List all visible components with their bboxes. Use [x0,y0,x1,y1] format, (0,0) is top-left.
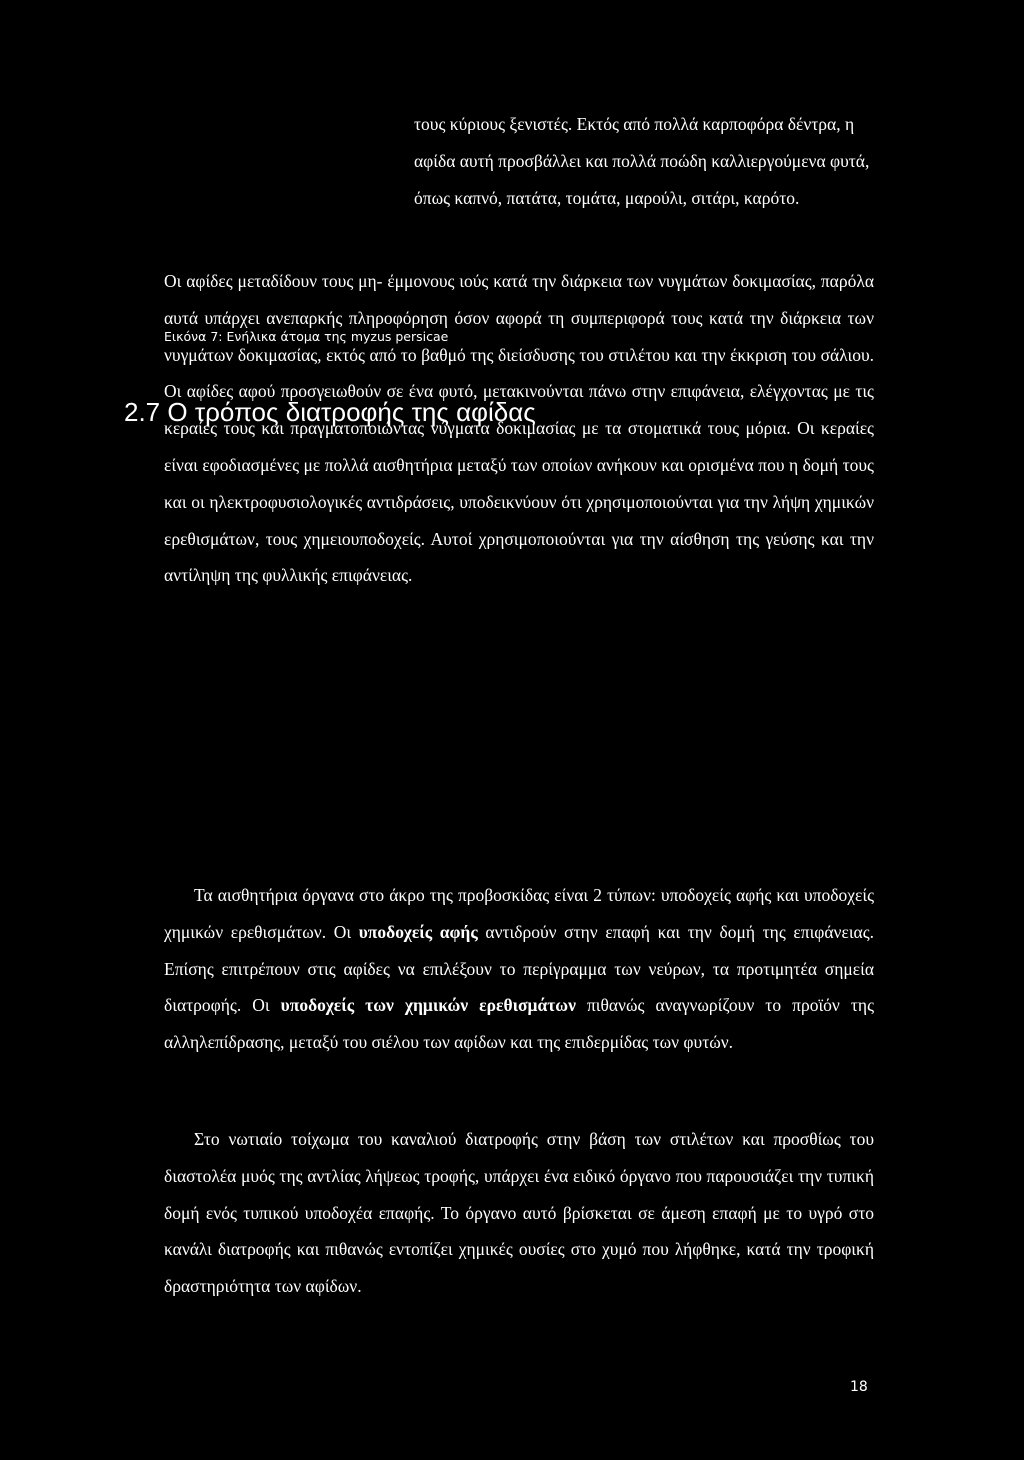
paragraph-contact-receptor: Στο νωτιαίο τοίχωμα του καναλιού διατροφής στην βάση των στιλέτων και προσθίως του διαστολέα μυός της αντλίας λήψεως τροφής, υπάρχει ένα ειδικό όργανο που παρουσιάζει την τυπική δομή ενός τυπικού υποδοχέα επαφής. Το όργανο αυτό βρίσκεται σε άμεση επαφή με το υγρό στο κανάλι διατροφής και πιθανώς εντοπίζει χημικές ουσίες στο χυμό που λήφθηκε, κατά την τροφική δραστηριότητα των αφίδων. [164,1129,874,1297]
figure-caption: Εικόνα 7: Ενήλικα άτομα της myzus persicae [164,329,449,344]
page-number: 18 [850,1379,868,1395]
paragraph-text: πιθανώς αναγνωρίζουν το προϊόν της αλληλεπίδρασης, μεταξύ του σιέλου των αφίδων και της επιδερμίδας των φυτών. [164,995,875,1053]
bold-term-touch-receptors: υποδοχείς αφής [358,921,478,942]
paragraph-text: Τα αισθητήρια όργανα στο άκρο της προβοσκίδας είναι 2 τύπων: υποδοχείς αφής και υποδοχείς χημικών ερεθισμάτων. Οι [164,885,874,942]
paragraph-text: αντιδρούν στην επαφή και την δομή της επιφάνειας. Επίσης επιτρέπουν στις αφίδες να επιλέξουν το περίγραμμα των νεύρων, τα προτιμητέα σημεία διατροφής. Οι [164,921,874,1016]
continuation-text: τους κύριους ξενιστές. Εκτός από πολλά καρποφόρα δέντρα, η αφίδα αυτή προσβάλλει και πολλά ποώδη καλλιεργούμενα φυτά, όπως καπνό, πατάτα, τομάτα, μαρούλι, σιτάρι, καρότο. [414,114,870,208]
bold-term-chemical-receptors: υποδοχείς των χημικών ερεθισμάτων [280,995,576,1016]
section-heading: 2.7 Ο τρόπος διατροφής της αφίδας [124,397,536,427]
paragraph-feeding-behavior: Οι αφίδες μεταδίδουν τους μη- έμμονους ιούς κατά την διάρκεια των νυγμάτων δοκιμασίας, παρόλα αυτά υπάρχει ανεπαρκής πληροφόρηση όσον αφορά τη συμπεριφορά τους κατά την διάρκεια των νυγμάτων δοκιμασίας, εκτός από το βαθμό της διείσδυσης του στιλέτου και την έκκριση του σάλιου. Οι αφίδες αφού προσγειωθούν σε ένα φυτό, μετακινούνται πάνω στην επιφάνεια, ελέγχοντας με τις κεραίες τους και πραγματοποιώντας νύγματα δοκιμασίας με τα στοματικά τους μόρια. Οι κεραίες είναι εφοδιασμένες με πολλά αισθητήρια μεταξύ των οποίων ανήκουν και ορισμένα που η δομή τους και οι ηλεκτροφυσιολογικές αντιδράσεις, υποδεικνύουν ότι χρησιμοποιούνται για την λήψη χημικών ερεθισμάτων, τους χημειουποδοχείς. Αυτοί χρησιμοποιούνται για την αίσθηση της γεύσης και την αντίληψη της φυλλικής επιφάνειας. [164,271,874,586]
paragraph-sensory-organs [164,877,874,1061]
